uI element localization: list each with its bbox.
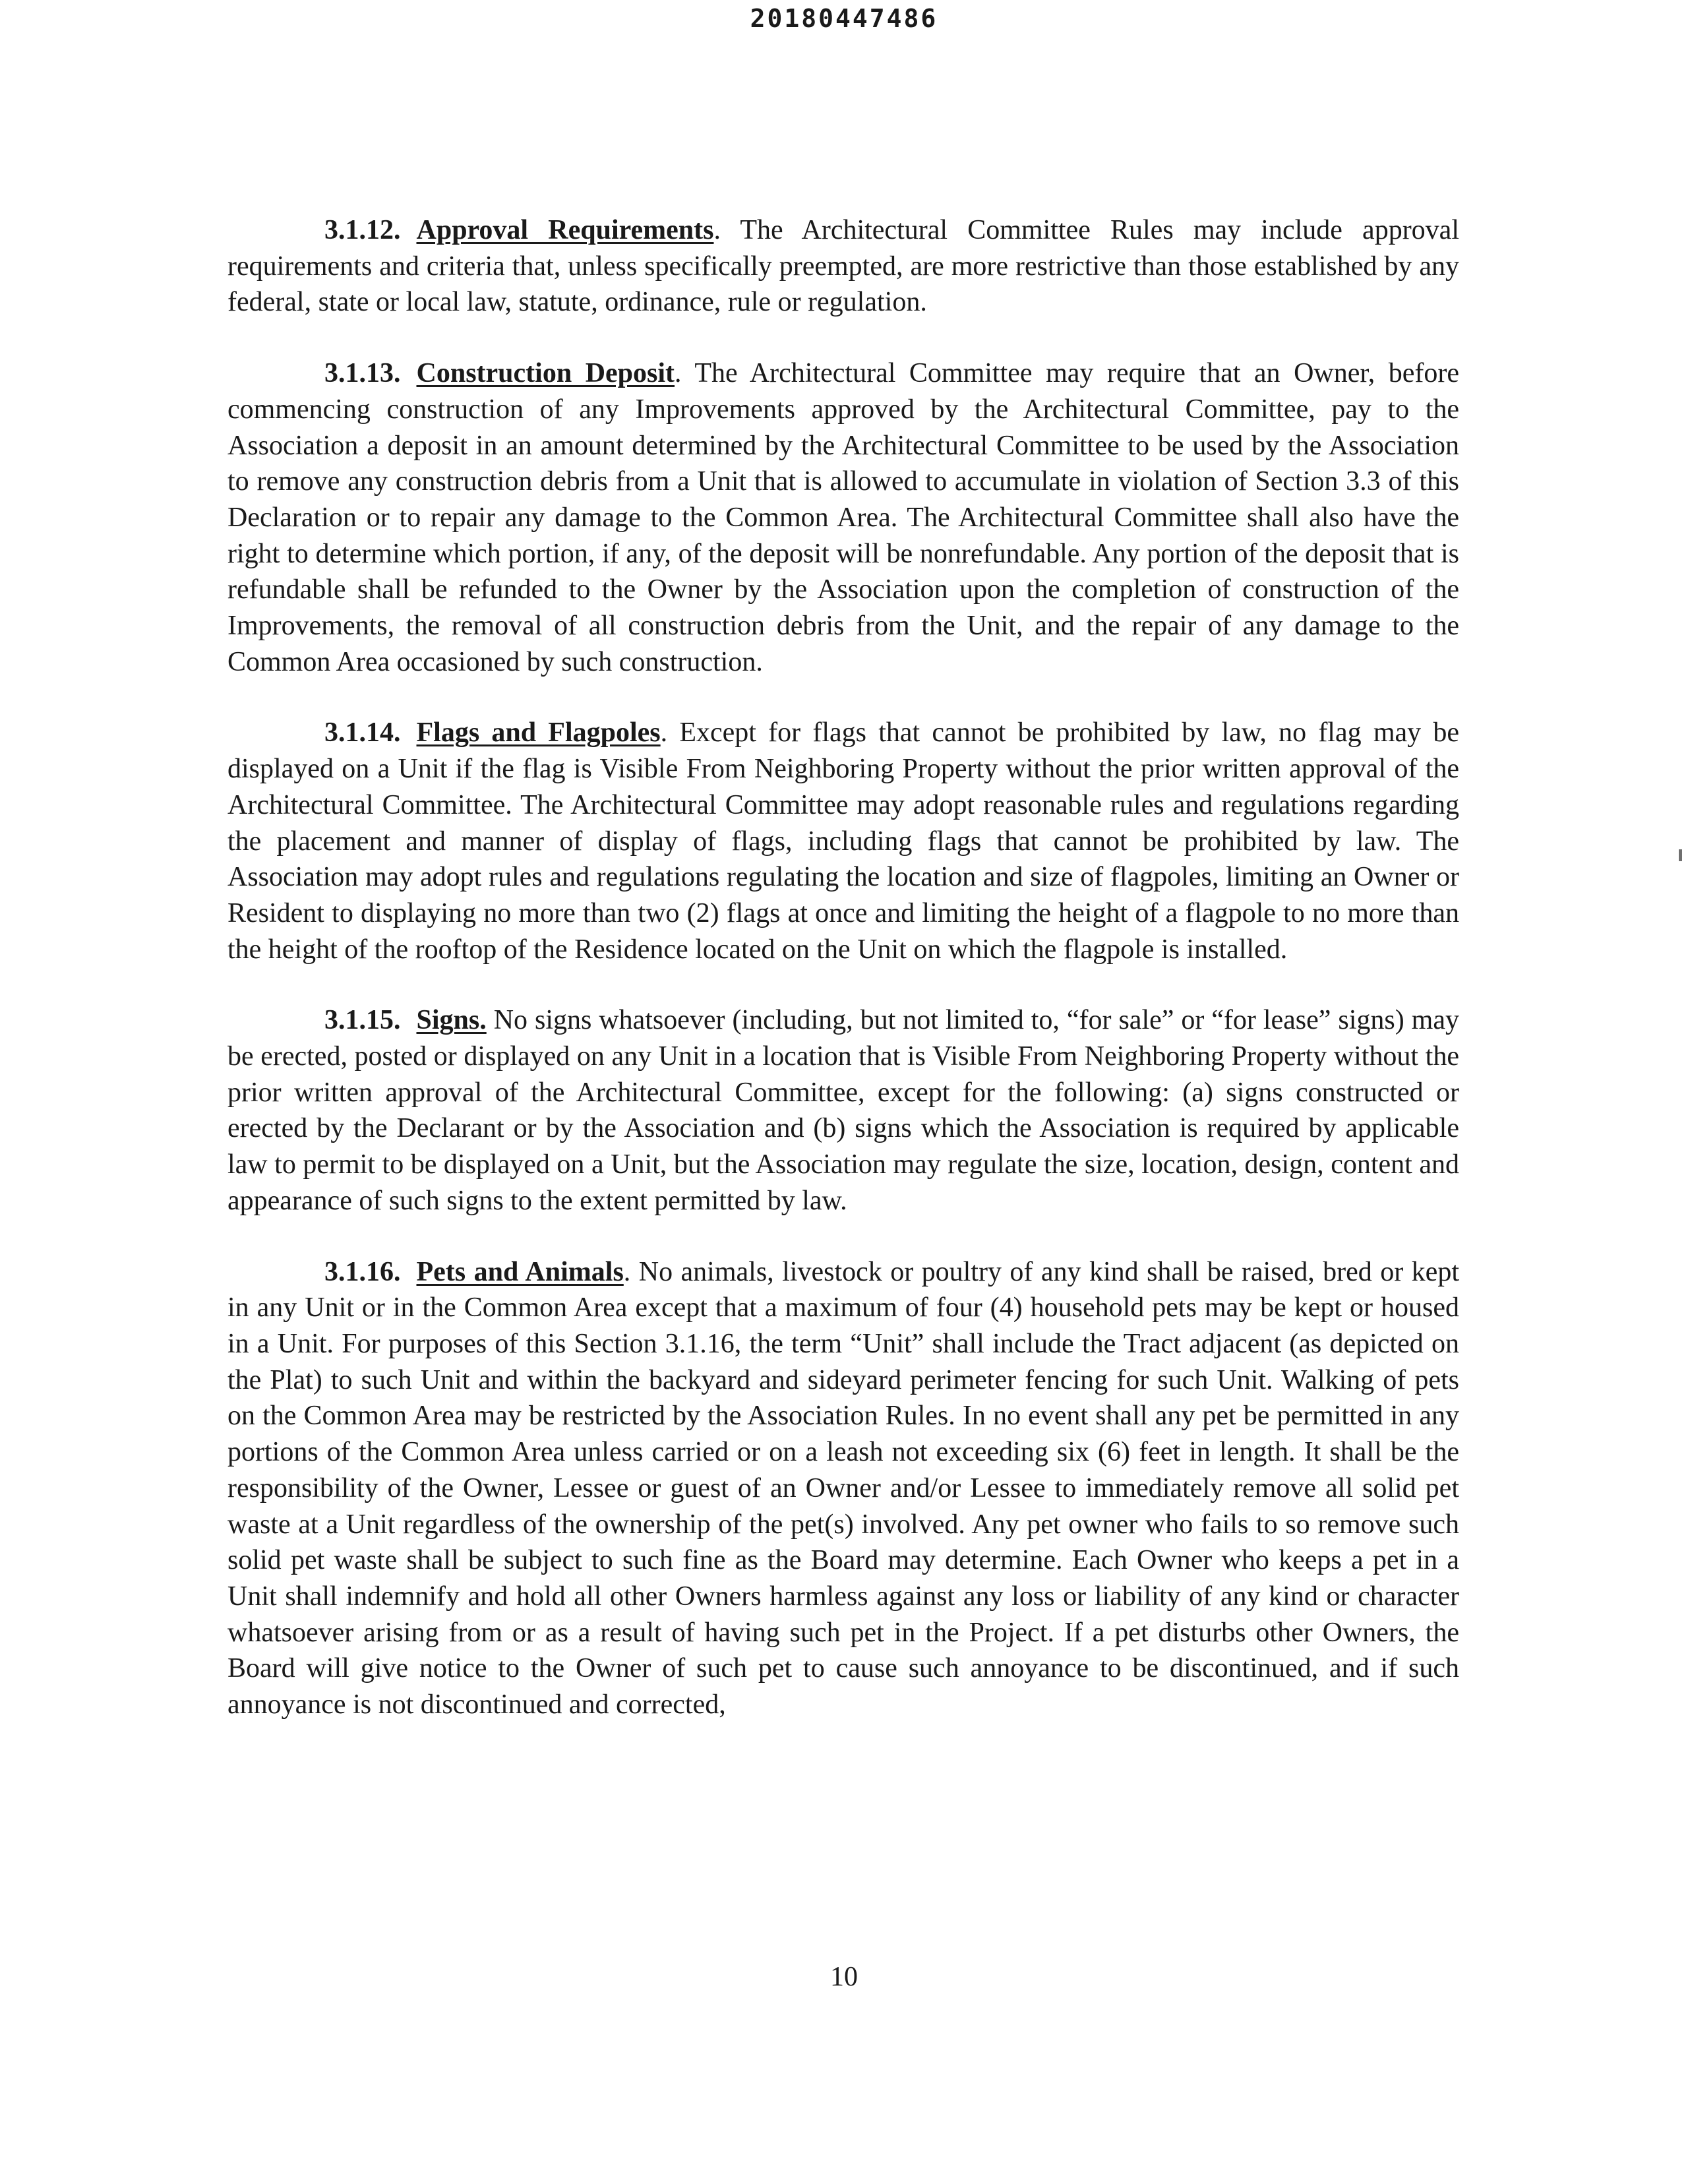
section-title: Approval Requirements: [416, 215, 714, 245]
section-3-1-14: [227, 715, 1459, 967]
section-text: No animals, livestock or poultry of any kind shall be raised, bred or kept in any Unit or in the Common Area except that a maximum of four (4) household pets may be kept or housed in a Unit. For purposes of this Section 3.1.16, the term “Unit” shall include the Tract adjacent (as depicted on the Plat) to such Unit and within the backyard and sideyard perimeter fencing for such Unit. Walking of pets on the Common Area may be restricted by the Association Rules. In no event shall any pet be permitted in any portions of the Common Area unless carried or on a leash not exceeding six (6) feet in length. It shall be the responsibility of the Owner, Lessee or guest of an Owner and/or Lessee to immediately remove all solid pet waste at a Unit regardless of the ownership of the pet(s) involved. Any pet owner who fails to so remove such solid pet waste shall be subject to such fine as the Board may determine. Each Owner who keeps a pet in a Unit shall indemnify and hold all other Owners harmless against any loss or liability of any kind or character whatsoever arising from or as a result of having such pet in the Project. If a pet disturbs other Owners, the Board will give notice to the Owner of such pet to cause such annoyance to be discontinued, and if such annoyance is not discontinued and corrected,: [227, 1256, 1459, 1720]
scan-margin-mark: [1679, 849, 1682, 861]
section-text: The Architectural Committee Rules may include approval requirements and criteria that, unless specifically preempted, are more restrictive than those established by any federal, state or local law, statute, ordinance, rule or regulation.: [227, 215, 1459, 318]
section-3-1-13: [227, 355, 1459, 680]
section-title-punctuation: .: [713, 215, 721, 245]
section-title-punctuation: .: [675, 358, 682, 389]
page-number: 10: [830, 1962, 858, 1992]
section-number: 3.1.13.: [324, 358, 401, 389]
document-body: [227, 212, 1459, 1758]
document-number: 20180447486: [750, 4, 938, 33]
section-title: Construction Deposit: [416, 358, 675, 389]
section-title: Signs.: [416, 1005, 487, 1036]
section-text: The Architectural Committee may require that an Owner, before commencing construction of any Improvements approved by the Architectural Committee, pay to the Association a deposit in an amount determined by the Architectural Committee to be used by the Association to remove any construction debris from a Unit that is allowed to accumulate in violation of Section 3.3 of this Declaration or to repair any damage to the Common Area. The Architectural Committee shall also have the right to determine which portion, if any, of the deposit will be nonrefundable. Any portion of the deposit that is refundable shall be refunded to the Owner by the Association upon the completion of construction of the Improvements, the removal of all construction debris from the Unit, and the repair of any damage to the Common Area occasioned by such construction.: [227, 358, 1459, 677]
section-3-1-12: [227, 212, 1459, 320]
section-3-1-15: [227, 1002, 1459, 1219]
section-number: 3.1.12.: [324, 215, 401, 245]
section-number: 3.1.14.: [324, 717, 401, 748]
section-number: 3.1.16.: [324, 1256, 401, 1287]
section-3-1-16: [227, 1254, 1459, 1723]
section-title: Flags and Flagpoles: [416, 717, 661, 748]
section-text: Except for flags that cannot be prohibited by law, no flag may be displayed on a Unit if the flag is Visible From Neighboring Property without the prior written approval of the Architectural Committee. The Architectural Committee may adopt reasonable rules and regulations regarding the placement and manner of display of flags, including flags that cannot be prohibited by law. The Association may adopt rules and regulations regulating the location and size of flagpoles, limiting an Owner or Resident to displaying no more than two (2) flags at once and limiting the height of a flagpole to no more than the height of the rooftop of the Residence located on the Unit on which the flagpole is installed.: [227, 717, 1459, 965]
section-title: Pets and Animals: [416, 1256, 624, 1287]
section-title-punctuation: .: [660, 717, 668, 748]
section-number: 3.1.15.: [324, 1005, 401, 1036]
section-title-punctuation: .: [623, 1256, 631, 1287]
section-text: No signs whatsoever (including, but not limited to, “for sale” or “for lease” signs) may be erected, posted or displayed on any Unit in a location that is Visible From Neighboring Property without the prior written approval of the Architectural Committee, except for the following: (a) signs constructed or erected by the Declarant or by the Association and (b) signs which the Association is required by applicable law to permit to be displayed on a Unit, but the Association may regulate the size, location, design, content and appearance of such signs to the extent permitted by law.: [227, 1005, 1459, 1216]
